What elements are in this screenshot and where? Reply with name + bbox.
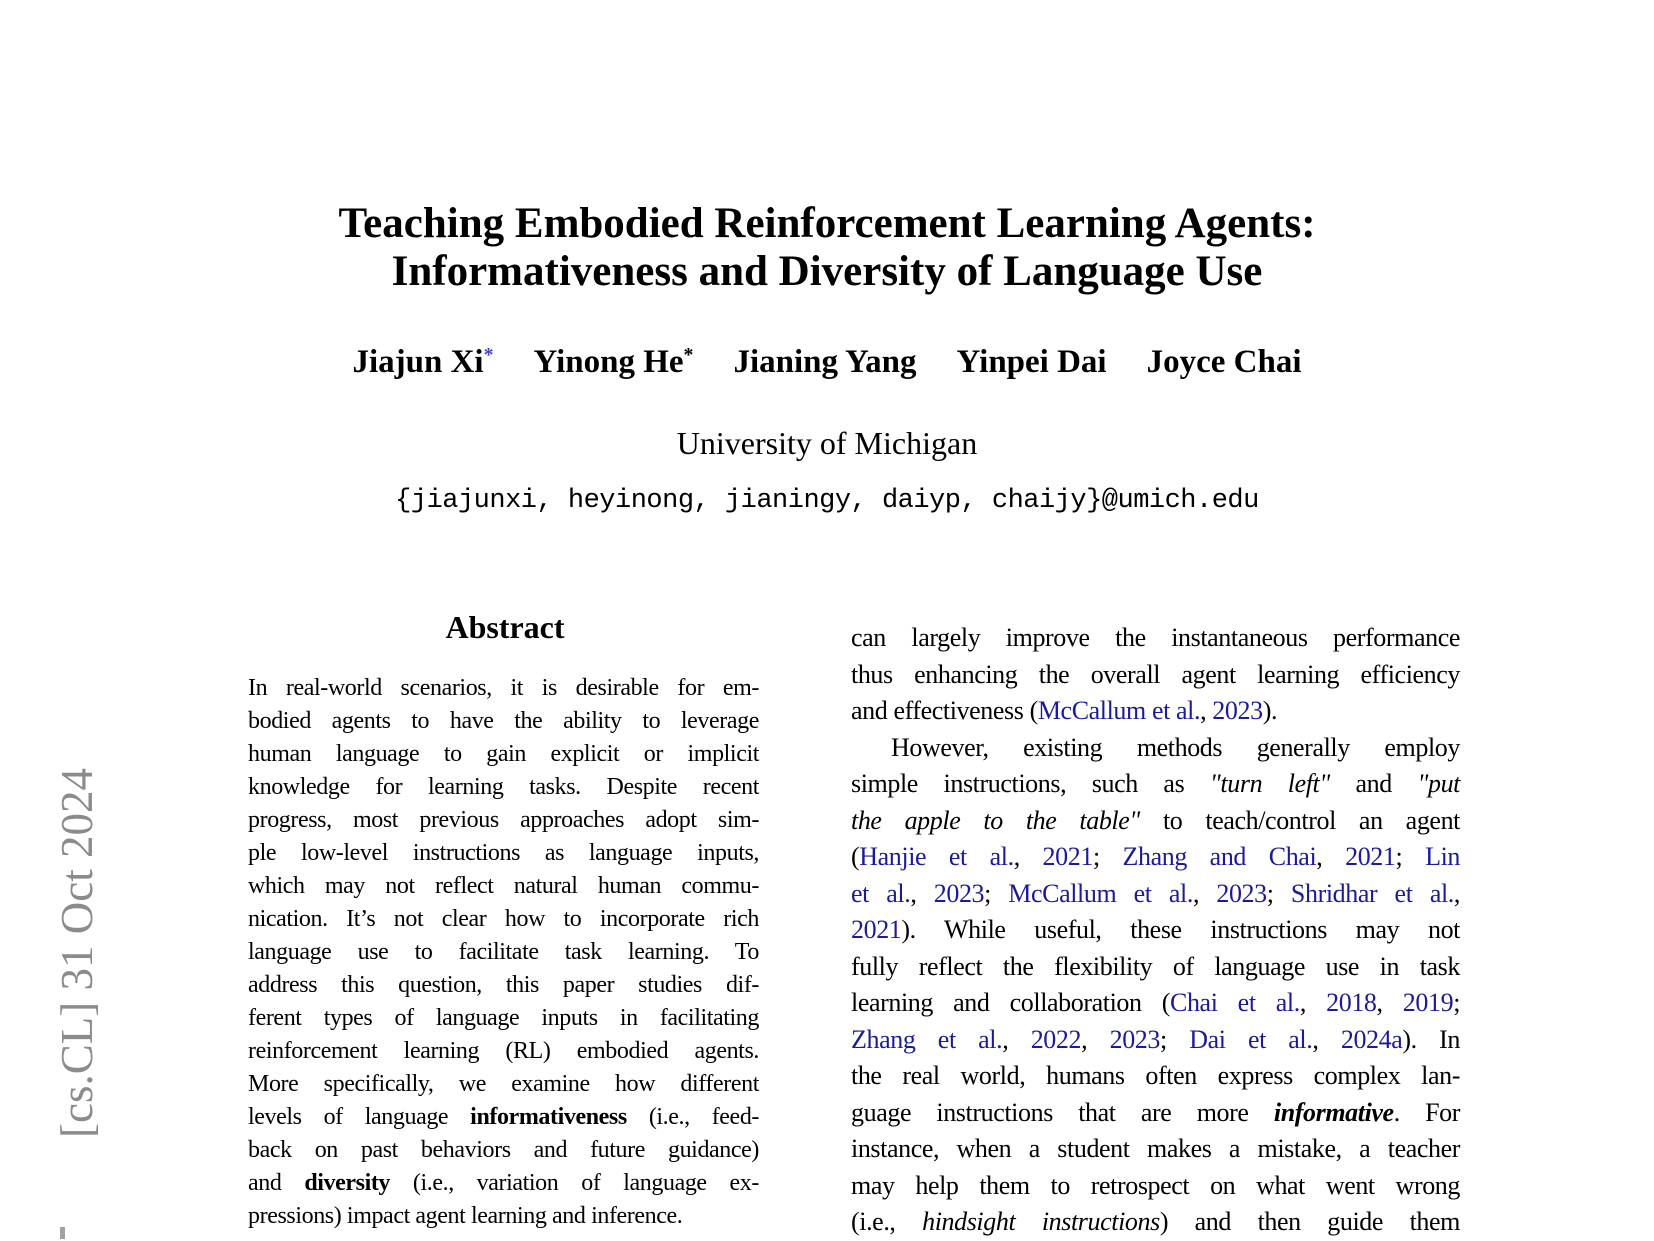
arxiv-watermark: [cs.CL] 31 Oct 2024	[52, 768, 102, 1138]
text-line: Zhang et al., 2022, 2023; Dai et al., 2024a). In	[851, 1024, 1460, 1054]
text-line: 2021). While useful, these instructions may not	[851, 915, 1460, 944]
paper-title-line2: Informativeness and Diversity of Language Use	[391, 248, 1263, 295]
text-line: thus enhancing the overall agent learning efficiency	[851, 659, 1460, 689]
citation-link[interactable]: 2023	[933, 878, 985, 908]
author-name: Jiajun Xi*	[352, 344, 494, 380]
author-name: Yinpei Dai	[956, 344, 1107, 380]
text-line: In real-world scenarios, it is desirable for em-	[248, 675, 759, 701]
citation-link[interactable]: Hanjie et al.	[859, 842, 1014, 871]
text-line: may help them to retrospect on what went wrong	[851, 1170, 1460, 1200]
text-line: address this question, this paper studies dif-	[248, 972, 759, 998]
text-line: guage instructions that are more informative. For	[851, 1097, 1461, 1127]
text-line: and effectiveness (McCallum et al., 2023).	[851, 696, 1278, 725]
citation-link[interactable]: 2021	[1345, 842, 1396, 871]
text-line: (Hanjie et al., 2021; Zhang and Chai, 2021; Lin	[851, 842, 1460, 871]
abstract-body	[248, 672, 759, 1233]
citation-link[interactable]: Zhang et al.	[851, 1024, 1003, 1054]
footnote-marker: *	[683, 344, 694, 367]
citation-link[interactable]: 2019	[1402, 988, 1454, 1017]
author-name: Yinong He*	[533, 344, 694, 380]
citation-link[interactable]: 2018	[1326, 988, 1377, 1017]
text-line: knowledge for learning tasks. Despite recent	[248, 774, 759, 800]
text-line: nication. It’s not clear how to incorporate rich	[248, 906, 759, 932]
text-line: (i.e., hindsight instructions) and then guide them	[851, 1207, 1461, 1236]
citation-link[interactable]: 2021	[1042, 842, 1093, 871]
citation-link[interactable]: 2022	[1030, 1024, 1082, 1054]
text-line: instance, when a student makes a mistake, a teacher	[851, 1134, 1460, 1163]
text-line: pressions) impact agent learning and inference.	[248, 1203, 683, 1229]
text-line: progress, most previous approaches adopt sim-	[248, 807, 759, 833]
citation-link[interactable]: 2023	[1109, 1024, 1160, 1054]
text-line: language use to facilitate task learning. To	[248, 939, 759, 965]
text-line: levels of language informativeness (i.e., feed-	[248, 1104, 760, 1130]
footnote-marker[interactable]: *	[483, 344, 494, 367]
author-name: Jianing Yang	[733, 344, 917, 380]
text-line: the real world, humans often express complex lan-	[851, 1061, 1460, 1090]
text-line: learning and collaboration (Chai et al., 2018, 2019;	[851, 988, 1461, 1017]
citation-link[interactable]: 2024a	[1340, 1024, 1403, 1054]
text-line: the apple to the table" to teach/control an agent	[851, 805, 1460, 835]
text-line: and diversity (i.e., variation of language ex-	[248, 1170, 759, 1196]
text-line: ferent types of language inputs in facilitating	[248, 1005, 759, 1031]
citation-link[interactable]: 2021	[851, 915, 902, 944]
citation-link[interactable]: et al.	[851, 878, 911, 908]
text-line: ple low-level instructions as language inputs,	[248, 840, 759, 866]
citation-link[interactable]: Lin	[1425, 842, 1460, 871]
text-line: et al., 2023; McCallum et al., 2023; Shridhar et al.,	[851, 878, 1460, 908]
email-line: {jiajunxi, heyinong, jianingy, daiyp, chaijy}@umich.edu	[395, 486, 1259, 516]
abstract-heading: Abstract	[445, 609, 565, 645]
text-line: back on past behaviors and future guidance)	[248, 1137, 759, 1163]
text-line: which may not reflect natural human commu-	[248, 873, 759, 899]
text-line: More specifically, we examine how different	[248, 1071, 759, 1097]
text-line: fully reflect the flexibility of language use in task	[851, 951, 1460, 981]
citation-link[interactable]: McCallum et al.	[1008, 878, 1193, 908]
text-line: reinforcement learning (RL) embodied agents.	[248, 1038, 759, 1064]
author-name: Joyce Chai	[1146, 344, 1302, 380]
citation-link[interactable]: Chai et al.	[1170, 988, 1300, 1017]
citation-link[interactable]: McCallum et al.	[1037, 696, 1201, 725]
citation-link[interactable]: Zhang and Chai	[1122, 842, 1317, 871]
citation-link[interactable]: 2023	[1212, 696, 1263, 725]
citation-link[interactable]: 2023	[1216, 878, 1267, 908]
paper-title-line1: Teaching Embodied Reinforcement Learning Agents:	[338, 200, 1316, 247]
intro-column	[851, 620, 1460, 1241]
author-row	[0, 342, 1654, 386]
text-line: simple instructions, such as "turn left" and "put	[851, 769, 1461, 798]
watermark-fragment	[60, 1227, 65, 1239]
citation-link[interactable]: Shridhar et al.	[1290, 878, 1454, 908]
text-line: However, existing methods generally employ	[891, 732, 1460, 762]
affiliation: University of Michigan	[676, 425, 978, 461]
citation-link[interactable]: Dai et al.	[1189, 1024, 1313, 1054]
text-line: can largely improve the instantaneous performance	[851, 623, 1460, 652]
text-line: bodied agents to have the ability to leverage	[248, 708, 759, 734]
paper-title	[0, 200, 1654, 296]
text-line: human language to gain explicit or implicit	[248, 741, 759, 767]
